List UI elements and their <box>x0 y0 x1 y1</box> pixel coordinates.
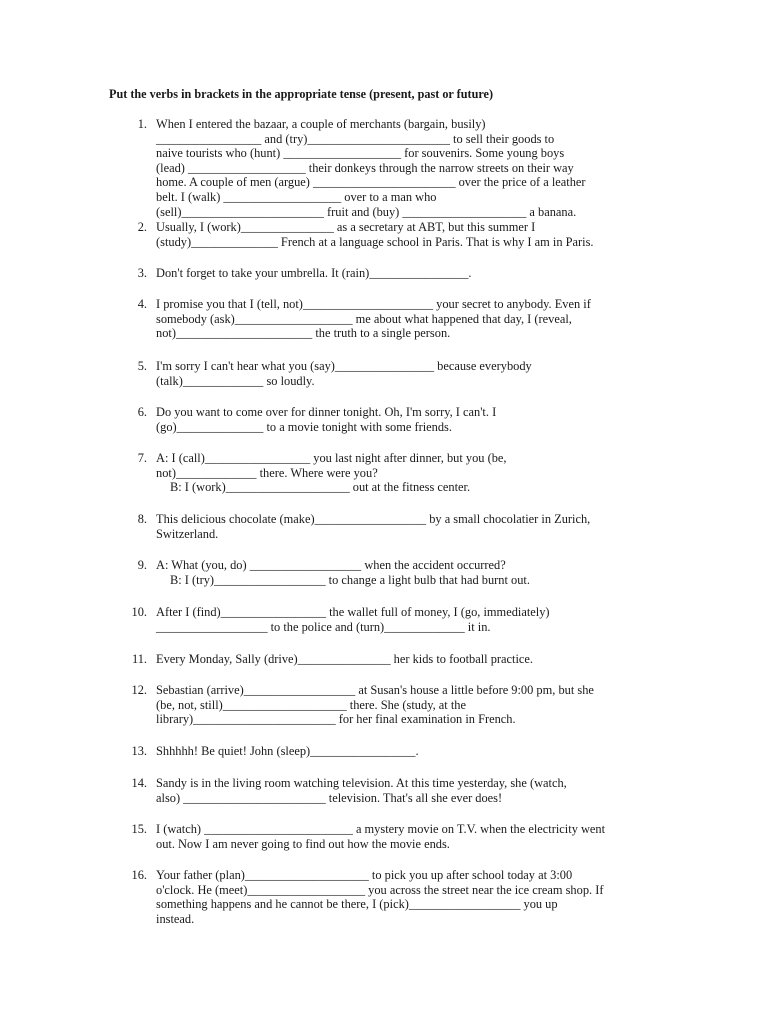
text-line: Every Monday, Sally (drive)_______________ her kids to football practice. <box>156 652 534 666</box>
text-line: something happens and he cannot be there, I (pick)__________________ you up <box>156 897 558 912</box>
text-line: (be, not, still)____________________ there. She (study, at the <box>156 697 466 712</box>
text-line: o'clock. He (meet)___________________ you across the street near the ice cream shop. If <box>156 882 604 897</box>
item-text <box>156 652 656 667</box>
text-line: instead. <box>156 911 195 926</box>
item-number: 2. <box>137 220 147 234</box>
text-line: After I (find)_________________ the wallet full of money, I (go, immediately) <box>156 605 550 619</box>
item-text <box>156 405 656 434</box>
item-number: 10. <box>131 605 147 619</box>
item-number: 14. <box>131 776 147 790</box>
text-line: (lead) ___________________ their donkeys through the narrow streets on their way <box>156 160 574 175</box>
text-line: (study)______________ French at a language school in Paris. That is why I am in Paris. <box>156 234 594 249</box>
worksheet-title: Put the verbs in brackets in the appropriate tense (present, past or future) <box>109 87 494 101</box>
item-number: 8. <box>137 512 147 526</box>
text-line: I (watch) ________________________ a mystery movie on T.V. when the electricity went <box>156 822 606 836</box>
text-line: B: I (work)____________________ out at the fitness center. <box>170 480 471 495</box>
item-text <box>156 776 656 805</box>
text-line: Don't forget to take your umbrella. It (rain)________________. <box>156 266 472 280</box>
item-number: 9. <box>137 558 147 572</box>
text-line: Usually, I (work)_______________ as a secretary at ABT, but this summer I <box>156 220 536 234</box>
text-line: Sandy is in the living room watching television. At this time yesterday, she (watch, <box>156 776 567 790</box>
text-line: out. Now I am never going to find out how the movie ends. <box>156 836 450 851</box>
text-line: library)_______________________ for her final examination in French. <box>156 712 516 727</box>
item-number: 11. <box>131 652 147 666</box>
text-line: When I entered the bazaar, a couple of merchants (bargain, busily) <box>156 117 486 131</box>
item-text <box>156 683 656 727</box>
text-line: I'm sorry I can't hear what you (say)________________ because everybody <box>156 359 532 373</box>
item-text <box>156 451 656 495</box>
text-line: somebody (ask)___________________ me about what happened that day, I (reveal, <box>156 311 572 326</box>
text-line: Shhhhh! Be quiet! John (sleep)_________________. <box>156 744 419 758</box>
item-number: 13. <box>131 744 147 758</box>
text-line: B: I (try)__________________ to change a light bulb that had burnt out. <box>170 572 530 587</box>
item-number: 4. <box>137 297 147 311</box>
text-line: also) _______________________ television. That's all she ever does! <box>156 790 503 805</box>
item-number: 6. <box>137 405 147 419</box>
item-number: 16. <box>131 868 147 882</box>
text-line: A: What (you, do) __________________ when the accident occurred? <box>156 558 506 572</box>
item-number: 12. <box>131 683 147 697</box>
text-line: Do you want to come over for dinner tonight. Oh, I'm sorry, I can't. I <box>156 405 497 419</box>
item-number: 7. <box>137 451 147 465</box>
item-number: 3. <box>137 266 147 280</box>
text-line: naive tourists who (hunt) ___________________ for souvenirs. Some young boys <box>156 146 565 161</box>
text-line: _________________ and (try)_______________________ to sell their goods to <box>156 131 555 146</box>
item-text <box>156 359 656 388</box>
item-text <box>156 297 656 341</box>
text-line: __________________ to the police and (turn)_____________ it in. <box>156 619 491 634</box>
text-line: This delicious chocolate (make)__________________ by a small chocolatier in Zurich, <box>156 512 591 526</box>
text-line: Switzerland. <box>156 526 219 541</box>
item-number: 15. <box>131 822 147 836</box>
text-line: home. A couple of men (argue) _______________________ over the price of a leather <box>156 175 586 190</box>
text-line: A: I (call)_________________ you last night after dinner, but you (be, <box>156 451 507 465</box>
text-line: I promise you that I (tell, not)_____________________ your secret to anybody. Even if <box>156 297 591 311</box>
item-text <box>156 117 656 219</box>
item-number: 1. <box>137 117 147 131</box>
item-number: 5. <box>137 359 147 373</box>
item-text <box>156 868 656 926</box>
item-text <box>156 558 656 587</box>
text-line: Sebastian (arrive)__________________ at Susan's house a little before 9:00 pm, but she <box>156 683 594 697</box>
text-line: (go)______________ to a movie tonight with some friends. <box>156 419 452 434</box>
item-text <box>156 266 656 281</box>
text-line: not)______________________ the truth to a single person. <box>156 326 451 341</box>
text-line: Your father (plan)____________________ to pick you up after school today at 3:00 <box>156 868 573 882</box>
text-line: (sell)_______________________ fruit and (buy) ____________________ a banana. <box>156 204 577 219</box>
item-text <box>156 744 656 759</box>
item-text <box>156 822 656 851</box>
item-text <box>156 220 656 249</box>
item-text <box>156 512 656 541</box>
text-line: belt. I (walk) ___________________ over to a man who <box>156 189 437 204</box>
text-line: (talk)_____________ so loudly. <box>156 373 315 388</box>
text-line: not)_____________ there. Where were you? <box>156 465 378 480</box>
item-text <box>156 605 656 634</box>
